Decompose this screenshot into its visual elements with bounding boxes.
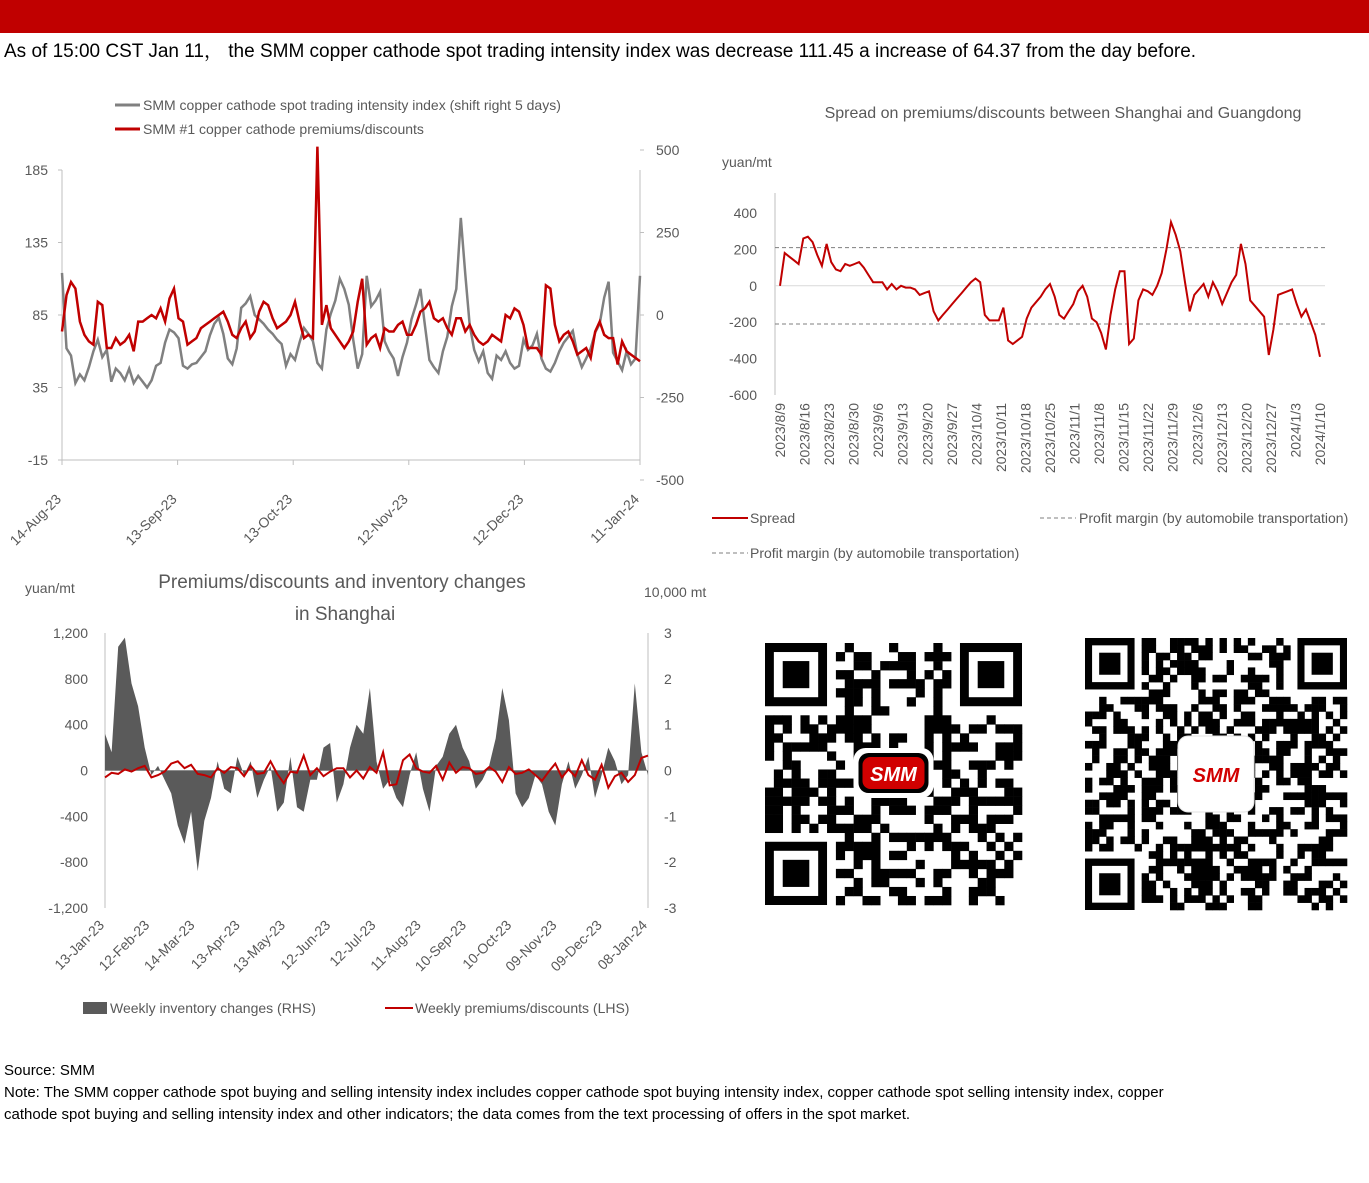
left-tick-label: 0 (80, 762, 88, 779)
qr-finder-inner (978, 661, 1005, 688)
x-tick-label: 2023/11/8 (1091, 403, 1108, 465)
right-tick-label: 0 (656, 307, 664, 323)
footer (4, 1060, 1204, 1126)
left-tick-label: -15 (27, 452, 48, 468)
x-tick-label: 09-Nov-23 (502, 916, 560, 975)
left-tick-label: 35 (32, 379, 48, 396)
x-tick-label: 2023/9/6 (870, 403, 887, 458)
x-tick-label: 08-Jan-24 (594, 916, 651, 973)
x-tick-label: 12-Dec-23 (468, 490, 527, 549)
right-tick-label: 0 (664, 762, 672, 779)
chart-intensity-vs-premiums (0, 85, 700, 565)
qr-finder-inner (1099, 873, 1120, 895)
right-tick-label: 3 (664, 625, 672, 641)
left-tick-label: 400 (64, 716, 88, 733)
y-tick-label: -400 (728, 350, 757, 367)
source-text: Source: SMM (4, 1062, 95, 1079)
x-tick-label: 2023/8/23 (821, 403, 838, 466)
x-tick-label: 2023/9/27 (943, 403, 960, 466)
x-tick-label: 2023/11/22 (1140, 403, 1157, 473)
y-tick-label: 400 (733, 205, 757, 221)
x-tick-label: 2024/1/10 (1312, 403, 1328, 466)
right-axis-unit: 10,000 mt (644, 584, 707, 600)
left-tick-label: 185 (24, 162, 48, 178)
x-tick-label: 13-Jan-23 (51, 916, 108, 973)
x-tick-label: 2024/1/3 (1287, 403, 1304, 458)
right-tick-label: -2 (664, 854, 677, 871)
y-tick-label: -200 (728, 314, 757, 331)
x-tick-label: 12-Jun-23 (277, 916, 334, 973)
x-tick-label: 2023/11/29 (1164, 403, 1181, 473)
headline: As of 15:00 CST Jan 11， the SMM copper cathode spot trading intensity index was decrease 111.45 a increase of 64.37 from the day before. (4, 41, 1197, 62)
legend-label-inventory: Weekly inventory changes (RHS) (110, 1000, 316, 1016)
x-tick-label: 2023/11/15 (1115, 403, 1132, 473)
x-tick-label: 13-Sep-23 (122, 490, 180, 549)
legend-label-margin-1: Profit margin (by automobile transportation) (1079, 510, 1349, 526)
x-tick-label: 2023/10/25 (1042, 403, 1058, 474)
legend-label-margin-2: Profit margin (by automobile transportation) (750, 545, 1020, 561)
chart-title: Spread on premiums/discounts between Shanghai and Guangdong (824, 105, 1302, 122)
x-tick-label: 11-Aug-23 (367, 916, 424, 974)
x-tick-label: 2023/12/13 (1213, 403, 1230, 474)
right-tick-label: 2 (664, 670, 672, 687)
x-tick-label: 2023/8/30 (845, 403, 862, 466)
x-tick-label: 12-Nov-23 (353, 490, 411, 549)
x-tick-label: 2023/8/16 (796, 403, 813, 466)
x-tick-label: 10-Sep-23 (411, 916, 470, 975)
top-red-banner (0, 0, 1369, 33)
x-tick-label: 2023/12/6 (1189, 402, 1206, 466)
x-tick-label: 2023/10/4 (968, 403, 985, 466)
y-tick-label: 200 (733, 241, 757, 258)
left-tick-label: 1,200 (52, 625, 88, 641)
y-tick-label: -600 (728, 387, 757, 403)
x-tick-label: 14-Aug-23 (6, 490, 65, 549)
series-spread-line (780, 222, 1320, 357)
series-inventory-area (105, 638, 648, 872)
left-tick-label: -800 (59, 854, 88, 871)
legend-label-premiums: Weekly premiums/discounts (LHS) (415, 1000, 630, 1016)
qr-logo-text: SMM (1192, 765, 1240, 787)
qr-finder-inner (783, 860, 810, 887)
x-tick-label: 2023/12/27 (1262, 403, 1279, 474)
qr-logo-text: SMM (870, 764, 917, 786)
x-tick-label: 11-Jan-24 (586, 490, 643, 546)
right-tick-label: 250 (656, 224, 680, 241)
y-tick-label: 0 (749, 277, 757, 294)
qr-code-1[interactable] (765, 643, 1022, 905)
qr-finder-inner (783, 661, 810, 688)
x-tick-label: 13-Apr-23 (187, 916, 243, 973)
x-tick-label: 2023/10/11 (992, 403, 1009, 473)
x-tick-label: 13-Oct-23 (239, 490, 296, 547)
left-tick-label: 800 (64, 670, 88, 687)
qr-code-2[interactable] (1085, 638, 1347, 910)
qr-finder-inner (1312, 653, 1333, 675)
right-tick-label: -500 (656, 472, 685, 488)
x-tick-label: 2023/9/20 (919, 403, 936, 466)
left-axis-unit: yuan/mt (25, 580, 75, 596)
chart-sh-gd-spread (700, 85, 1369, 575)
right-tick-label: 1 (664, 716, 672, 733)
right-tick-label: 500 (656, 142, 680, 158)
x-tick-label: 12-Feb-23 (95, 916, 153, 974)
right-tick-label: -1 (664, 808, 677, 825)
right-tick-label: -3 (664, 900, 677, 916)
x-tick-label: 14-Mar-23 (140, 916, 198, 974)
legend-label-premiums: SMM #1 copper cathode premiums/discounts (143, 121, 424, 137)
note-text: Note: The SMM copper cathode spot buying and selling intensity index includes copper cathode spot buying intensity index, copper cathode spot selling intensity index, copper cathode spot buying and selling intensity index and other indicators; the data comes from the text processing of offers in the spot market. (4, 1084, 1164, 1123)
x-tick-label: 2023/10/18 (1017, 403, 1034, 474)
legend-label-spread: Spread (750, 510, 796, 526)
legend-swatch-inventory (83, 1002, 107, 1014)
x-tick-label: 2023/9/13 (894, 403, 911, 466)
left-tick-label: 135 (24, 234, 48, 251)
x-tick-label: 12-Jul-23 (326, 916, 379, 970)
y-axis-unit: yuan/mt (722, 154, 772, 170)
left-tick-label: 85 (32, 307, 48, 323)
left-tick-label: -400 (59, 808, 88, 825)
chart-title-line-1: Premiums/discounts and inventory changes (158, 572, 526, 593)
right-tick-label: -250 (656, 389, 685, 406)
x-tick-label: 10-Oct-23 (459, 916, 515, 973)
qr-finder-inner (1099, 653, 1120, 675)
x-tick-label: 2023/11/1 (1066, 403, 1083, 465)
chart-title-line-2: in Shanghai (294, 604, 396, 625)
chart-premiums-inventory-shanghai (0, 565, 707, 1035)
legend-label-intensity: SMM copper cathode spot trading intensity index (shift right 5 days) (143, 97, 561, 113)
left-tick-label: -1,200 (48, 900, 88, 916)
x-tick-label: 2023/12/20 (1238, 403, 1255, 474)
x-tick-label: 13-May-23 (229, 916, 289, 976)
x-tick-label: 2023/8/9 (772, 403, 788, 458)
x-tick-label: 09-Dec-23 (547, 916, 605, 975)
